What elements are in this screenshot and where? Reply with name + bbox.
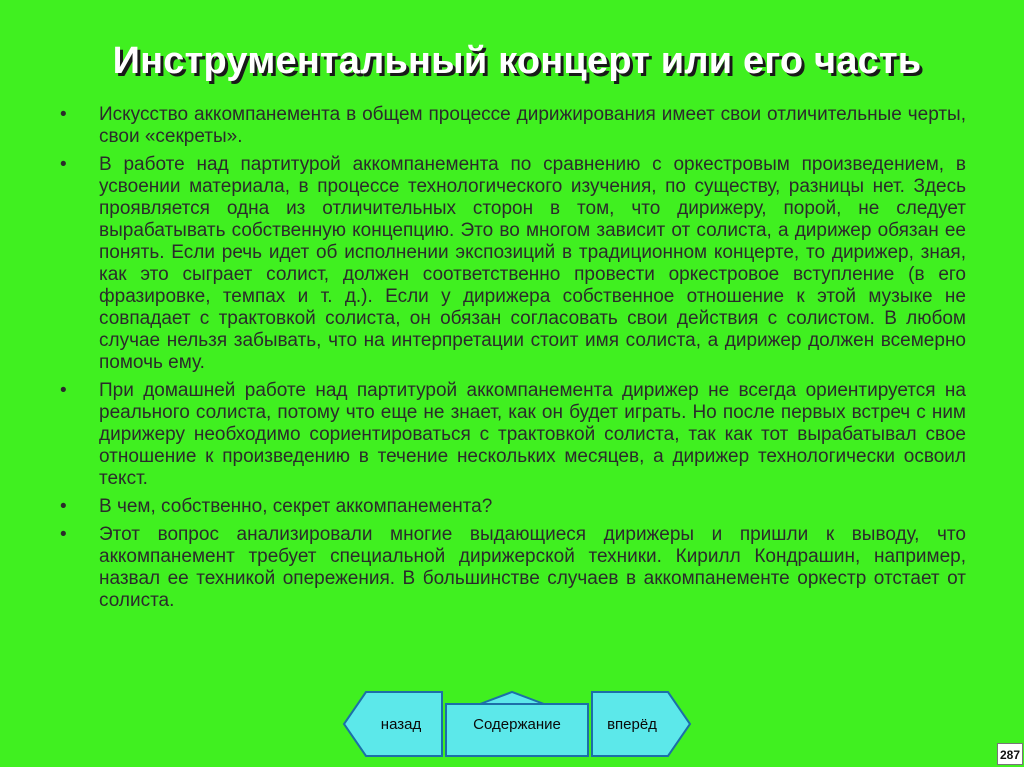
bullet-item (60, 154, 966, 374)
bullet-marker: • (60, 380, 67, 401)
bullet-text: В работе над партитурой аккомпанемента по сравнению с оркестровым произведением, в усвоении материала, в процессе технологического изучения, по существу, разницы нет. Здесь проявляется одна из отличительных сторон в том, что дирижеру, порой, не следует вырабатывать собственную концепцию. Это во многом зависит от солиста, а дирижер обязан ее понять. Если речь идет об исполнении экспозиций в традиционном концерте, то дирижер, зная, как это сыграет солист, должен соответственно провести оркестровое вступление (в его фразировке, темпах и т. д.). Если у дирижера собственное отношение к этой музыке не совпадает с трактовкой солиста, он обязан согласовать свои действия с солистом. В любом случае нельзя забывать, что на интерпретации стоит имя солиста, а дирижер должен всемерно помочь ему. (99, 154, 966, 373)
bullet-marker: • (60, 104, 67, 125)
bullet-marker: • (60, 154, 67, 175)
bullet-text: Этот вопрос анализировали многие выдающиеся дирижеры и пришли к выводу, что аккомпанемент требует специальной дирижерской техники. Кирилл Кондрашин, например, назвал ее техникой опережения. В большинстве случаев в аккомпанементе оркестр отстает от солиста. (99, 524, 966, 611)
back-button[interactable]: назад (380, 716, 422, 733)
bullet-item (60, 524, 966, 612)
bullet-text: В чем, собственно, секрет аккомпанемента? (99, 496, 493, 517)
page-number-badge: 287 (997, 743, 1023, 765)
bullet-text: При домашней работе над партитурой аккомпанемента дирижер не всегда ориентируется на реального солиста, потому что еще не знает, как он будет играть. Но после первых встреч с ним дирижеру необходимо сориентироваться с трактовкой солиста, так как тот вырабатывал свое отношение к произведению в течение нескольких месяцев, а дирижер технологически освоил текст. (99, 380, 966, 489)
bullet-item (60, 104, 966, 148)
navigation-bar (342, 690, 692, 758)
bullet-marker: • (60, 524, 67, 545)
bullet-text: Искусство аккомпанемента в общем процессе дирижирования имеет свои отличительные черты, свои «секреты». (99, 104, 966, 147)
bullet-item (60, 496, 966, 518)
bullet-marker: • (60, 496, 67, 517)
forward-button[interactable]: вперёд (607, 716, 657, 733)
bullet-item (60, 380, 966, 490)
slide-title: Инструментальный концерт или его часть (112, 40, 922, 82)
contents-button[interactable]: Содержание (473, 716, 561, 733)
contents-up-arrow-icon (480, 692, 544, 704)
bullet-list (60, 104, 966, 618)
